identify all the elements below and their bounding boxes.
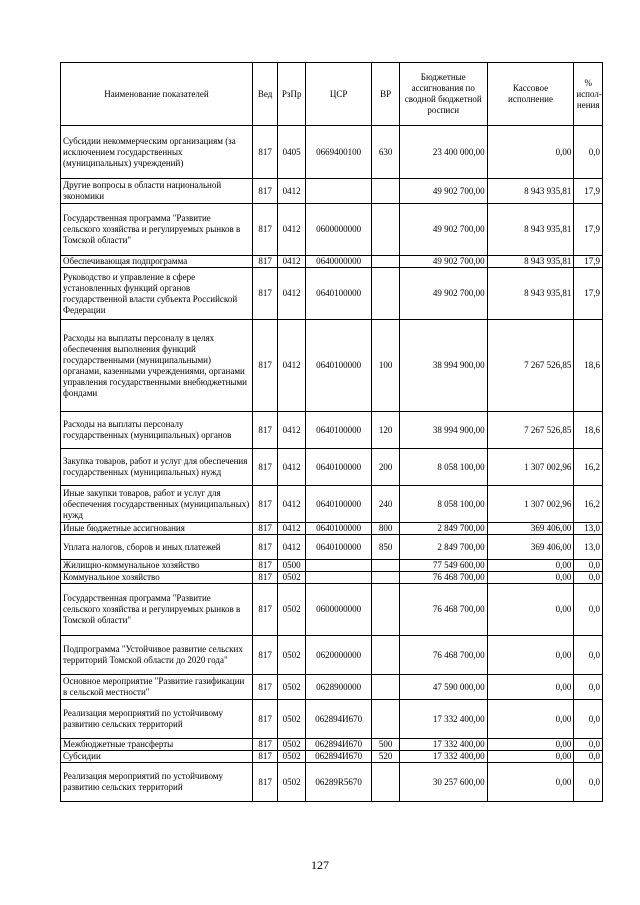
cell-ved: 817 — [252, 523, 278, 535]
cell-plan: 17 332 400,00 — [399, 751, 487, 763]
cell-fact: 0,00 — [487, 675, 574, 700]
cell-csr — [305, 179, 371, 204]
table-row — [61, 675, 603, 700]
cell-vr: 500 — [372, 739, 400, 751]
cell-rzpr: 0412 — [278, 320, 306, 412]
header-plan: Бюджетные ассигнования по сводной бюджетной росписи — [399, 63, 487, 126]
header-rzpr: РзПр — [278, 63, 306, 126]
cell-plan: 49 902 700,00 — [399, 268, 487, 320]
cell-fact: 0,00 — [487, 636, 574, 675]
cell-pct: 18,6 — [574, 320, 603, 412]
cell-vr: 850 — [372, 535, 400, 560]
header-vr: ВР — [372, 63, 400, 126]
cell-plan: 2 849 700,00 — [399, 535, 487, 560]
cell-ved: 817 — [252, 763, 278, 802]
cell-name: Уплата налогов, сборов и иных платежей — [61, 535, 253, 560]
cell-plan: 17 332 400,00 — [399, 739, 487, 751]
cell-rzpr: 0502 — [278, 584, 306, 636]
cell-rzpr: 0405 — [278, 126, 306, 179]
cell-plan: 47 590 000,00 — [399, 675, 487, 700]
cell-ved: 817 — [252, 584, 278, 636]
cell-name: Реализация мероприятий по устойчивому развитию сельских территорий — [61, 700, 253, 739]
cell-ved: 817 — [252, 320, 278, 412]
cell-pct: 0,0 — [574, 560, 603, 572]
cell-ved: 817 — [252, 700, 278, 739]
header-csr: ЦСР — [305, 63, 371, 126]
cell-csr: 062894И670 — [305, 751, 371, 763]
cell-name: Иные бюджетные ассигнования — [61, 523, 253, 535]
cell-vr: 520 — [372, 751, 400, 763]
table-row — [61, 126, 603, 179]
cell-name: Субсидии некоммерческим организациям (за исключением государственных (муниципальных) учреждений) — [61, 126, 253, 179]
cell-pct: 0,0 — [574, 126, 603, 179]
cell-name: Государственная программа "Развитие сельского хозяйства и регулируемых рынков в Томской области" — [61, 584, 253, 636]
table-row — [61, 268, 603, 320]
cell-vr: 120 — [372, 412, 400, 449]
cell-rzpr: 0412 — [278, 204, 306, 256]
cell-rzpr: 0502 — [278, 739, 306, 751]
cell-pct: 0,0 — [574, 675, 603, 700]
cell-plan: 49 902 700,00 — [399, 256, 487, 268]
cell-pct: 17,9 — [574, 268, 603, 320]
cell-fact: 1 307 002,96 — [487, 449, 574, 486]
cell-pct: 18,6 — [574, 412, 603, 449]
cell-fact: 8 943 935,81 — [487, 204, 574, 256]
cell-csr: 0640000000 — [305, 256, 371, 268]
table-row — [61, 739, 603, 751]
cell-plan: 8 058 100,00 — [399, 449, 487, 486]
cell-rzpr: 0412 — [278, 449, 306, 486]
cell-fact: 0,00 — [487, 572, 574, 584]
cell-name: Иные закупки товаров, работ и услуг для обеспечения государственных (муниципальных) нужд — [61, 486, 253, 523]
cell-pct: 16,2 — [574, 486, 603, 523]
cell-rzpr: 0412 — [278, 523, 306, 535]
cell-fact: 0,00 — [487, 700, 574, 739]
cell-ved: 817 — [252, 486, 278, 523]
cell-plan: 38 994 900,00 — [399, 320, 487, 412]
cell-name: Закупка товаров, работ и услуг для обеспечения государственных (муниципальных) нужд — [61, 449, 253, 486]
cell-vr — [372, 763, 400, 802]
cell-plan: 76 468 700,00 — [399, 584, 487, 636]
cell-name: Расходы на выплаты персоналу государственных (муниципальных) органов — [61, 412, 253, 449]
table-row — [61, 584, 603, 636]
cell-name: Основное мероприятие "Развитие газификации в сельской местности" — [61, 675, 253, 700]
cell-ved: 817 — [252, 535, 278, 560]
table-row — [61, 256, 603, 268]
cell-name: Обеспечивающая подпрограмма — [61, 256, 253, 268]
cell-ved: 817 — [252, 412, 278, 449]
cell-name: Субсидии — [61, 751, 253, 763]
cell-fact: 0,00 — [487, 560, 574, 572]
cell-fact: 0,00 — [487, 739, 574, 751]
cell-name: Подпрограмма "Устойчивое развитие сельских территорий Томской области до 2020 года" — [61, 636, 253, 675]
cell-csr: 0640100000 — [305, 412, 371, 449]
cell-fact: 8 943 935,81 — [487, 179, 574, 204]
cell-vr: 800 — [372, 523, 400, 535]
cell-pct: 0,0 — [574, 700, 603, 739]
cell-pct: 16,2 — [574, 449, 603, 486]
cell-rzpr: 0502 — [278, 636, 306, 675]
cell-name: Межбюджетные трансферты — [61, 739, 253, 751]
cell-plan: 38 994 900,00 — [399, 412, 487, 449]
cell-name: Другие вопросы в области национальной экономики — [61, 179, 253, 204]
cell-fact: 0,00 — [487, 763, 574, 802]
cell-plan: 30 257 600,00 — [399, 763, 487, 802]
cell-ved: 817 — [252, 268, 278, 320]
cell-pct: 0,0 — [574, 739, 603, 751]
cell-vr: 630 — [372, 126, 400, 179]
cell-vr — [372, 675, 400, 700]
cell-rzpr: 0502 — [278, 675, 306, 700]
cell-ved: 817 — [252, 449, 278, 486]
cell-name: Расходы на выплаты персоналу в целях обеспечения выполнения функций государственными (муниципальными) органами, казенными учреждениями, органами управления государственными внебюджетными фондами — [61, 320, 253, 412]
cell-rzpr: 0502 — [278, 763, 306, 802]
table-row — [61, 320, 603, 412]
cell-ved: 817 — [252, 675, 278, 700]
cell-ved: 817 — [252, 256, 278, 268]
cell-csr: 062894И670 — [305, 700, 371, 739]
header-fact: Кассовое исполнение — [487, 63, 574, 126]
table-row — [61, 763, 603, 802]
cell-ved: 817 — [252, 739, 278, 751]
cell-name: Реализация мероприятий по устойчивому развитию сельских территорий — [61, 763, 253, 802]
cell-vr — [372, 584, 400, 636]
page-number: 127 — [311, 858, 329, 872]
cell-rzpr: 0502 — [278, 700, 306, 739]
cell-csr: 062894И670 — [305, 739, 371, 751]
cell-pct: 13,0 — [574, 535, 603, 560]
cell-csr: 0640100000 — [305, 449, 371, 486]
cell-csr: 0628900000 — [305, 675, 371, 700]
table-row — [61, 700, 603, 739]
cell-plan: 76 468 700,00 — [399, 572, 487, 584]
table-row — [61, 560, 603, 572]
cell-fact: 8 943 935,81 — [487, 256, 574, 268]
table-row — [61, 535, 603, 560]
cell-plan: 77 549 600,00 — [399, 560, 487, 572]
table-row — [61, 636, 603, 675]
cell-vr: 100 — [372, 320, 400, 412]
cell-pct: 0,0 — [574, 763, 603, 802]
table-row — [61, 572, 603, 584]
cell-vr — [372, 560, 400, 572]
cell-fact: 0,00 — [487, 751, 574, 763]
cell-pct: 0,0 — [574, 584, 603, 636]
cell-plan: 49 902 700,00 — [399, 204, 487, 256]
cell-fact: 7 267 526,85 — [487, 412, 574, 449]
cell-csr: 0600000000 — [305, 204, 371, 256]
cell-fact: 0,00 — [487, 126, 574, 179]
cell-plan: 17 332 400,00 — [399, 700, 487, 739]
cell-pct: 0,0 — [574, 636, 603, 675]
table-row — [61, 523, 603, 535]
cell-rzpr: 0502 — [278, 572, 306, 584]
cell-vr: 240 — [372, 486, 400, 523]
cell-fact: 369 406,00 — [487, 523, 574, 535]
cell-vr — [372, 268, 400, 320]
cell-csr: 0640100000 — [305, 320, 371, 412]
cell-pct: 17,9 — [574, 204, 603, 256]
cell-pct: 0,0 — [574, 751, 603, 763]
cell-ved: 817 — [252, 179, 278, 204]
cell-csr: 0640100000 — [305, 523, 371, 535]
cell-fact: 7 267 526,85 — [487, 320, 574, 412]
cell-plan: 76 468 700,00 — [399, 636, 487, 675]
table-row — [61, 449, 603, 486]
cell-csr — [305, 560, 371, 572]
cell-vr — [372, 179, 400, 204]
cell-plan: 2 849 700,00 — [399, 523, 487, 535]
table-row — [61, 486, 603, 523]
cell-pct: 0,0 — [574, 572, 603, 584]
cell-vr — [372, 256, 400, 268]
cell-vr — [372, 700, 400, 739]
cell-csr: 0669400100 — [305, 126, 371, 179]
cell-rzpr: 0412 — [278, 179, 306, 204]
cell-csr: 0600000000 — [305, 584, 371, 636]
cell-rzpr: 0502 — [278, 751, 306, 763]
cell-ved: 817 — [252, 636, 278, 675]
cell-csr: 0640100000 — [305, 486, 371, 523]
cell-ved: 817 — [252, 751, 278, 763]
cell-ved: 817 — [252, 126, 278, 179]
cell-vr: 200 — [372, 449, 400, 486]
table-row — [61, 412, 603, 449]
cell-pct: 13,0 — [574, 523, 603, 535]
cell-fact: 1 307 002,96 — [487, 486, 574, 523]
cell-csr — [305, 572, 371, 584]
cell-ved: 817 — [252, 560, 278, 572]
header-name: Наименование показателей — [61, 63, 253, 126]
cell-plan: 8 058 100,00 — [399, 486, 487, 523]
header-ved: Вед — [252, 63, 278, 126]
table-row — [61, 751, 603, 763]
table-row — [61, 179, 603, 204]
table-row — [61, 204, 603, 256]
cell-csr: 06289R5670 — [305, 763, 371, 802]
cell-csr: 0640100000 — [305, 268, 371, 320]
cell-vr — [372, 204, 400, 256]
cell-vr — [372, 636, 400, 675]
cell-fact: 0,00 — [487, 584, 574, 636]
cell-fact: 8 943 935,81 — [487, 268, 574, 320]
cell-csr: 0620000000 — [305, 636, 371, 675]
cell-rzpr: 0500 — [278, 560, 306, 572]
cell-name: Коммунальное хозяйство — [61, 572, 253, 584]
cell-fact: 369 406,00 — [487, 535, 574, 560]
cell-plan: 49 902 700,00 — [399, 179, 487, 204]
table-header-row — [61, 63, 603, 126]
cell-rzpr: 0412 — [278, 256, 306, 268]
cell-rzpr: 0412 — [278, 412, 306, 449]
cell-rzpr: 0412 — [278, 535, 306, 560]
cell-rzpr: 0412 — [278, 486, 306, 523]
cell-pct: 17,9 — [574, 179, 603, 204]
cell-name: Руководство и управление в сфере установленных функций органов государственной власти субъекта Российской Федерации — [61, 268, 253, 320]
cell-rzpr: 0412 — [278, 268, 306, 320]
cell-ved: 817 — [252, 204, 278, 256]
header-pct: % испол-нения — [574, 63, 603, 126]
cell-vr — [372, 572, 400, 584]
cell-plan: 23 400 000,00 — [399, 126, 487, 179]
cell-name: Жилищно-коммунальное хозяйство — [61, 560, 253, 572]
cell-pct: 17,9 — [574, 256, 603, 268]
budget-table — [60, 62, 603, 802]
table-body — [61, 126, 603, 802]
cell-ved: 817 — [252, 572, 278, 584]
cell-csr: 0640100000 — [305, 535, 371, 560]
cell-name: Государственная программа "Развитие сельского хозяйства и регулируемых рынков в Томской области" — [61, 204, 253, 256]
